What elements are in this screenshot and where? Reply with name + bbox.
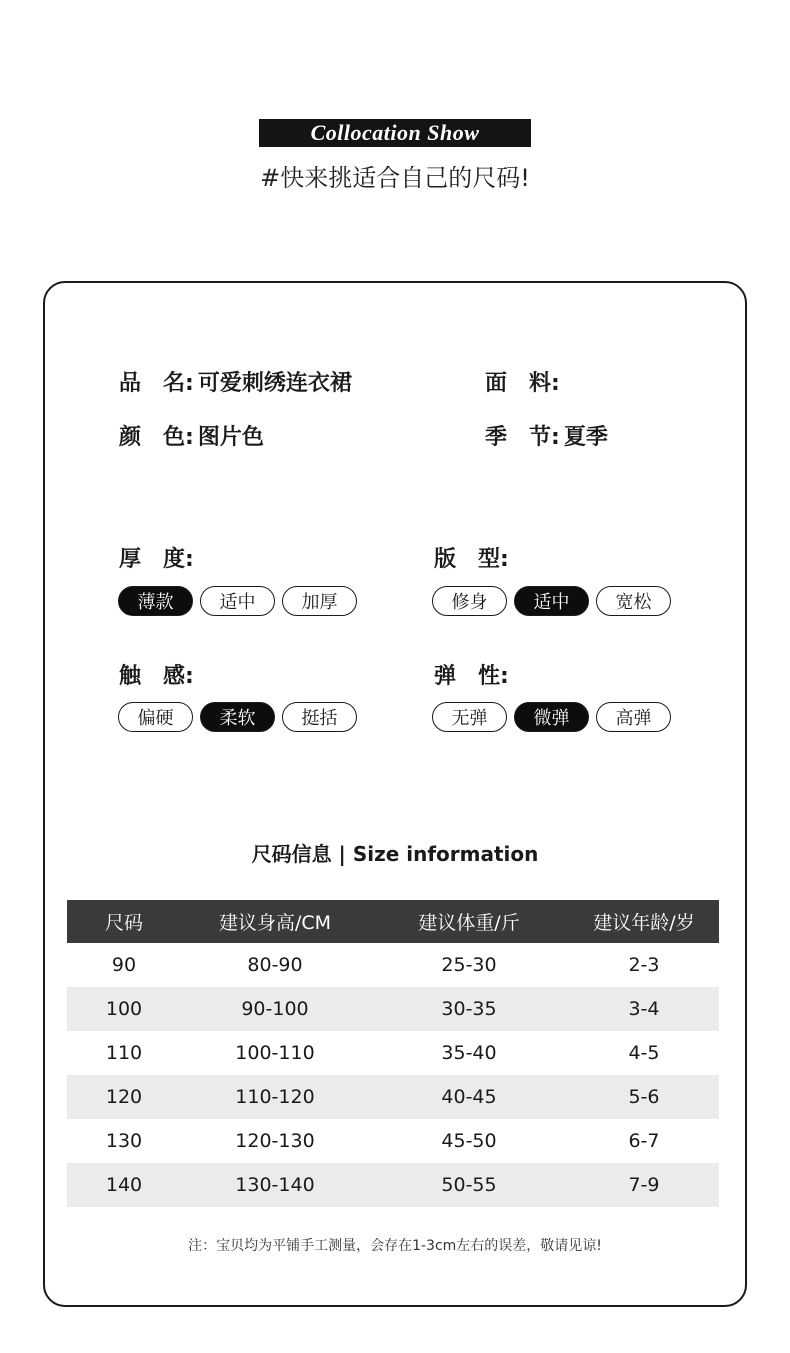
feel-option: 挺括 — [282, 702, 357, 732]
info-color — [119, 420, 264, 451]
feel-tags — [118, 702, 357, 732]
cell-height: 90-100 — [181, 987, 369, 1031]
info-color-value: 图片色 — [197, 425, 264, 450]
info-fabric — [485, 366, 564, 397]
size-table-title: 尺码信息 | Size information — [251, 842, 539, 866]
cell-weight: 30-35 — [369, 987, 569, 1031]
cell-weight: 40-45 — [369, 1075, 569, 1119]
size-table — [67, 900, 719, 1207]
header-age: 建议年龄/岁 — [569, 900, 719, 943]
table-row — [67, 987, 719, 1031]
table-row — [67, 1031, 719, 1075]
info-season-label: 季 节: — [485, 425, 560, 450]
cell-age: 2-3 — [628, 954, 660, 976]
header-weight: 建议体重/斤 — [369, 900, 569, 943]
info-season — [485, 420, 608, 451]
cell-age: 3-4 — [569, 987, 719, 1031]
cell-height: 130-140 — [181, 1163, 369, 1207]
thickness-option: 加厚 — [282, 586, 357, 616]
size-table-body — [67, 943, 719, 1207]
fit-option: 适中 — [514, 586, 589, 616]
table-row — [67, 1075, 719, 1119]
size-table-header — [67, 900, 719, 943]
feel-option: 柔软 — [200, 702, 275, 732]
cell-size: 120 — [67, 1075, 181, 1119]
cell-age: 6-7 — [628, 1130, 660, 1152]
page-subtitle: #快来挑适合自己的尺码! — [260, 164, 530, 192]
stretch-tags — [432, 702, 671, 732]
thickness-tags — [118, 586, 357, 616]
info-color-label: 颜 色: — [119, 425, 194, 450]
cell-size: 100 — [67, 987, 181, 1031]
cell-height: 80-90 — [247, 954, 303, 976]
cell-height: 100-110 — [235, 1042, 315, 1064]
feel-title: 触 感: — [119, 664, 194, 689]
cell-size: 130 — [105, 1130, 143, 1152]
stretch-title: 弹 性: — [434, 664, 509, 689]
stretch-option: 微弹 — [514, 702, 589, 732]
cell-size: 110 — [105, 1042, 143, 1064]
info-name-label: 品 名: — [119, 371, 194, 396]
table-row — [67, 1119, 719, 1163]
cell-age: 7-9 — [569, 1163, 719, 1207]
header-size: 尺码 — [67, 900, 181, 943]
table-row — [67, 943, 719, 987]
info-name-value: 可爱刺绣连衣裙 — [197, 371, 352, 396]
thickness-title: 厚 度: — [119, 547, 194, 572]
cell-age: 5-6 — [569, 1075, 719, 1119]
table-row — [67, 1163, 719, 1207]
cell-height: 120-130 — [235, 1130, 315, 1152]
info-season-value: 夏季 — [563, 425, 608, 450]
stretch-option: 高弹 — [596, 702, 671, 732]
collocation-show-banner: Collocation Show — [259, 119, 531, 147]
cell-height: 110-120 — [181, 1075, 369, 1119]
header-height: 建议身高/CM — [181, 900, 369, 943]
cell-age: 4-5 — [628, 1042, 660, 1064]
cell-size: 90 — [111, 954, 137, 976]
measurement-note: 注：宝贝均为平铺手工测量，会存在1-3cm左右的误差，敬请见谅! — [188, 1238, 602, 1254]
fit-title: 版 型: — [434, 547, 509, 572]
fit-tags — [432, 586, 671, 616]
thickness-option: 适中 — [200, 586, 275, 616]
cell-size: 140 — [67, 1163, 181, 1207]
stretch-option: 无弹 — [432, 702, 507, 732]
info-fabric-label: 面 料: — [485, 371, 560, 396]
fit-option: 宽松 — [596, 586, 671, 616]
info-name — [119, 366, 352, 397]
cell-weight: 35-40 — [441, 1042, 497, 1064]
feel-option: 偏硬 — [118, 702, 193, 732]
cell-weight: 25-30 — [441, 954, 497, 976]
cell-weight: 45-50 — [441, 1130, 497, 1152]
cell-weight: 50-55 — [369, 1163, 569, 1207]
thickness-option: 薄款 — [118, 586, 193, 616]
fit-option: 修身 — [432, 586, 507, 616]
